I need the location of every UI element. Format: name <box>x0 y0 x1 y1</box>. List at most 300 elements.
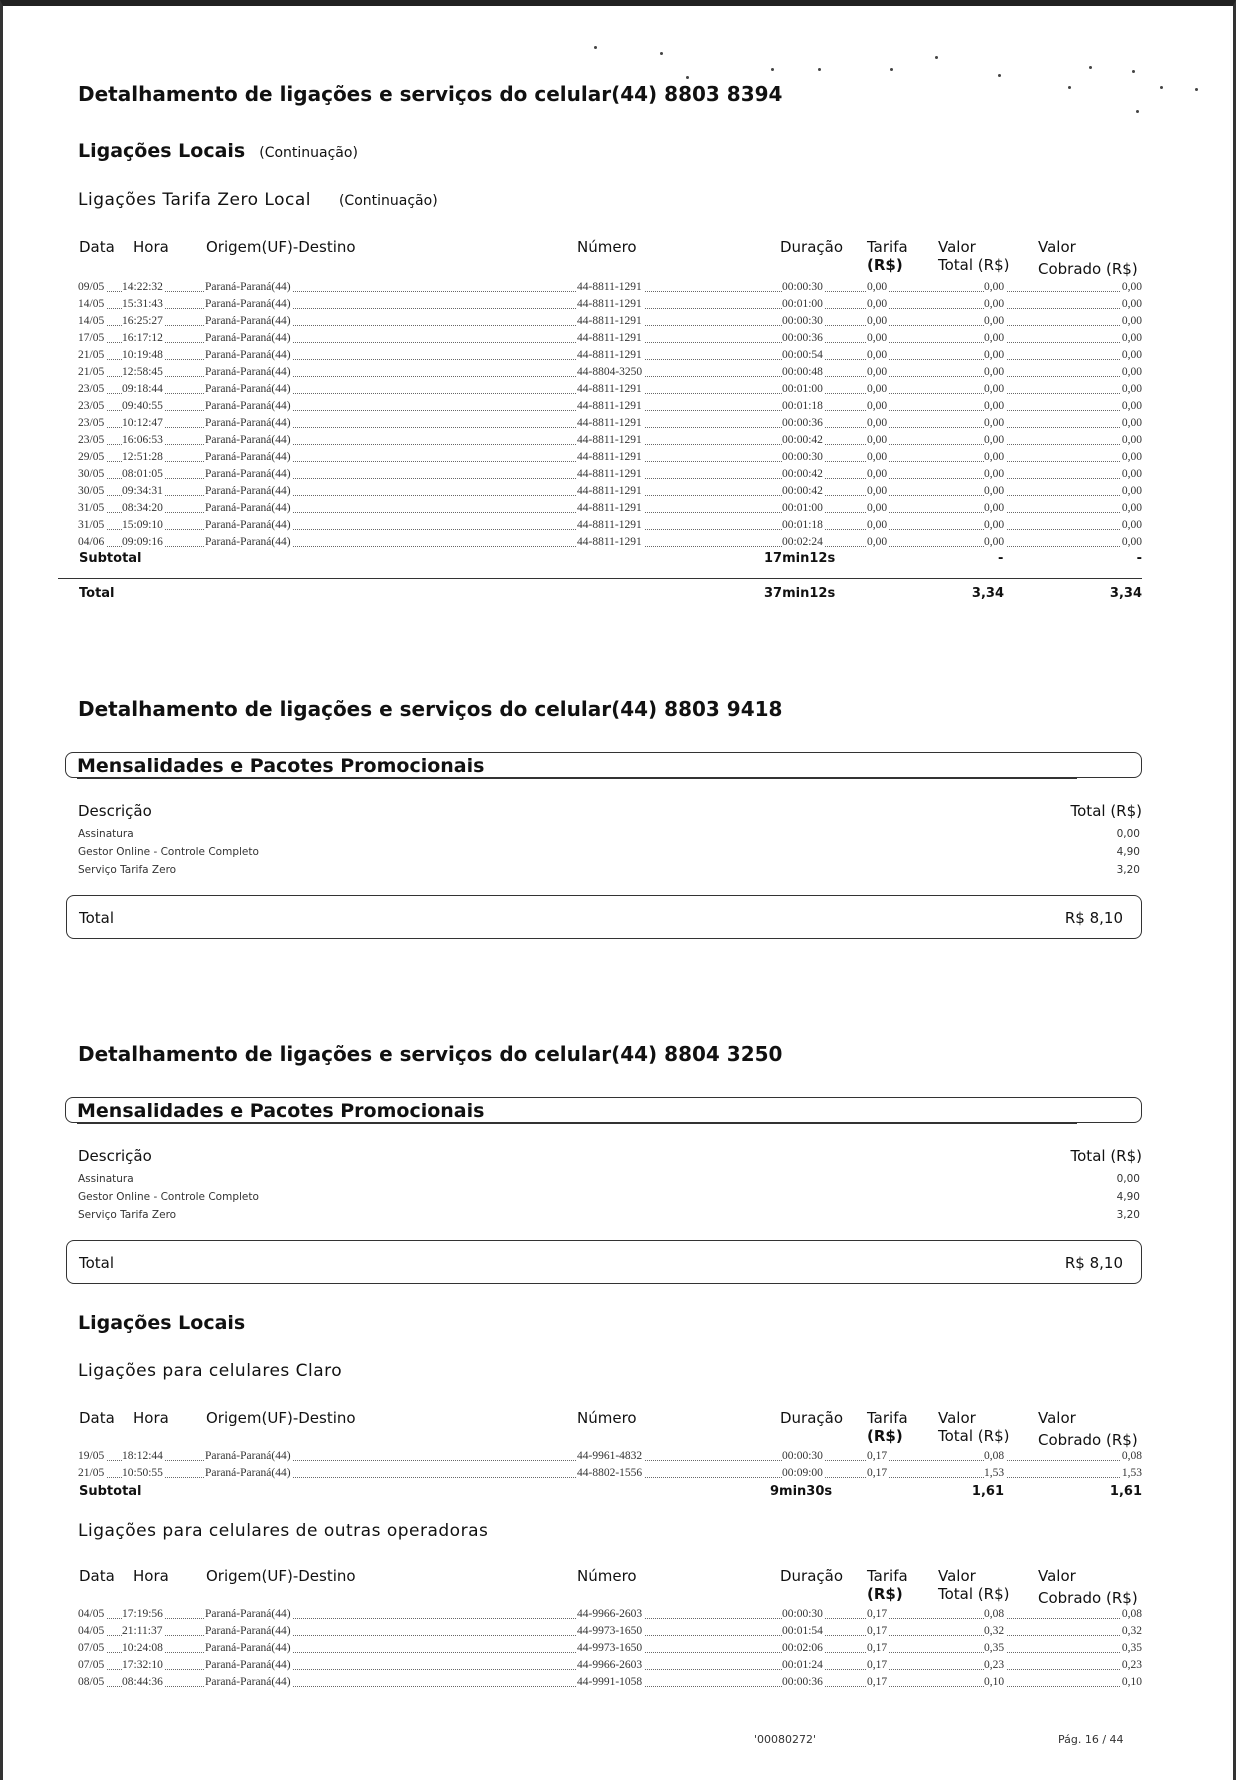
cell-origem: Paraná-Paraná(44) <box>205 349 291 361</box>
cell-numero: 44-8811-1291 <box>577 281 642 293</box>
cell-data: 14/05 <box>78 315 105 327</box>
call-row <box>78 312 1142 329</box>
cell-data: 04/05 <box>78 1608 105 1620</box>
box-title: Mensalidades e Pacotes Promocionais <box>77 755 1077 779</box>
call-row <box>78 448 1142 465</box>
subtotal-valor-total: - <box>998 551 1004 566</box>
description-item <box>78 1209 1142 1227</box>
section2-title: Detalhamento de ligações e serviços do celular(44) 8803 9418 <box>78 697 783 721</box>
item-value: 3,20 <box>1116 864 1140 876</box>
section3-group-heading: Ligações Locais <box>78 1312 246 1334</box>
section1-group-heading <box>78 140 358 162</box>
cell-duracao: 00:00:30 <box>782 281 823 293</box>
cell-tarifa: 0,00 <box>867 502 888 514</box>
calls-table-header <box>78 238 1142 278</box>
cell-valor-total: 0,00 <box>984 383 1005 395</box>
cell-valor-cobrado: 0,00 <box>1121 315 1142 327</box>
col-valor-cobrado-sub: Cobrado (R$) <box>1038 1431 1138 1449</box>
cell-origem: Paraná-Paraná(44) <box>205 502 291 514</box>
cell-numero: 44-8811-1291 <box>577 349 642 361</box>
description-header <box>78 1147 1142 1173</box>
col-valor-total: Valor <box>938 1567 976 1585</box>
cell-hora: 10:19:48 <box>122 349 163 361</box>
cell-origem: Paraná-Paraná(44) <box>205 366 291 378</box>
section2-total-box <box>66 895 1142 939</box>
cell-tarifa: 0,00 <box>867 485 888 497</box>
col-valor-total: Valor <box>938 238 976 256</box>
cell-numero: 44-8811-1291 <box>577 383 642 395</box>
cell-tarifa: 0,00 <box>867 417 888 429</box>
cell-duracao: 00:00:30 <box>782 1608 823 1620</box>
cell-valor-total: 0,00 <box>984 536 1005 548</box>
cell-origem: Paraná-Paraná(44) <box>205 1467 291 1479</box>
cell-hora: 14:22:32 <box>122 281 163 293</box>
subtotal-duration: 17min12s <box>764 551 836 566</box>
call-row <box>78 431 1142 448</box>
cell-hora: 10:12:47 <box>122 417 163 429</box>
cell-origem: Paraná-Paraná(44) <box>205 451 291 463</box>
section2-box-header <box>65 752 1142 778</box>
cell-origem: Paraná-Paraná(44) <box>205 332 291 344</box>
col-tarifa-unit: (R$) <box>867 1427 903 1445</box>
cell-tarifa: 0,17 <box>867 1676 888 1688</box>
section3-description-list <box>78 1147 1142 1227</box>
cell-origem: Paraná-Paraná(44) <box>205 298 291 310</box>
cell-data: 07/05 <box>78 1659 105 1671</box>
subgroup-label: Ligações Tarifa Zero Local <box>78 190 311 210</box>
total-duration: 37min12s <box>764 586 836 601</box>
cell-valor-total: 0,00 <box>984 332 1005 344</box>
cell-valor-cobrado: 0,00 <box>1121 451 1142 463</box>
cell-origem: Paraná-Paraná(44) <box>205 1642 291 1654</box>
item-label: Assinatura <box>78 828 134 840</box>
cell-valor-cobrado: 0,00 <box>1121 536 1142 548</box>
col-hora: Hora <box>133 1409 169 1427</box>
cell-hora: 17:32:10 <box>122 1659 163 1671</box>
col-origem: Origem(UF)-Destino <box>206 1567 356 1585</box>
col-numero: Número <box>577 1409 637 1427</box>
section3-other-operators-rows <box>78 1605 1142 1690</box>
call-row <box>78 482 1142 499</box>
cell-data: 23/05 <box>78 383 105 395</box>
cell-data: 07/05 <box>78 1642 105 1654</box>
cell-origem: Paraná-Paraná(44) <box>205 383 291 395</box>
cell-data: 04/05 <box>78 1625 105 1637</box>
cell-origem: Paraná-Paraná(44) <box>205 1625 291 1637</box>
col-valor-total-sub: Total (R$) <box>938 256 1010 274</box>
total-valor-cobrado: 3,34 <box>1109 586 1142 601</box>
call-row <box>78 363 1142 380</box>
cell-tarifa: 0,00 <box>867 451 888 463</box>
cell-duracao: 00:01:18 <box>782 400 823 412</box>
cell-origem: Paraná-Paraná(44) <box>205 417 291 429</box>
cell-valor-total: 0,00 <box>984 417 1005 429</box>
cell-numero: 44-9966-2603 <box>577 1659 643 1671</box>
cell-tarifa: 0,00 <box>867 281 888 293</box>
cell-data: 21/05 <box>78 349 105 361</box>
cell-valor-cobrado: 0,08 <box>1121 1450 1142 1462</box>
cell-origem: Paraná-Paraná(44) <box>205 468 291 480</box>
col-origem: Origem(UF)-Destino <box>206 1409 356 1427</box>
call-row <box>78 397 1142 414</box>
col-duracao: Duração <box>780 1409 844 1427</box>
cell-duracao: 00:01:00 <box>782 383 823 395</box>
col-tarifa: Tarifa <box>867 238 908 256</box>
cell-data: 14/05 <box>78 298 105 310</box>
cell-valor-total: 0,23 <box>984 1659 1005 1671</box>
cell-hora: 12:58:45 <box>122 366 163 378</box>
cell-tarifa: 0,00 <box>867 536 888 548</box>
cell-valor-total: 0,08 <box>984 1450 1005 1462</box>
cell-origem: Paraná-Paraná(44) <box>205 1659 291 1671</box>
call-row <box>78 1622 1142 1639</box>
section3-subtotal <box>78 1484 1142 1502</box>
call-row <box>78 1464 1142 1481</box>
section3-subgroup-b: Ligações para celulares de outras operadoras <box>78 1521 489 1541</box>
calls-table-header <box>78 1567 1142 1607</box>
cell-valor-cobrado: 0,00 <box>1121 366 1142 378</box>
subtotal-valor-cobrado: 1,61 <box>1109 1484 1142 1499</box>
section1-subgroup-heading <box>78 190 438 210</box>
cell-tarifa: 0,00 <box>867 468 888 480</box>
call-row <box>78 278 1142 295</box>
cell-origem: Paraná-Paraná(44) <box>205 400 291 412</box>
cell-duracao: 00:00:30 <box>782 451 823 463</box>
cell-hora: 16:25:27 <box>122 315 163 327</box>
cell-valor-total: 0,00 <box>984 468 1005 480</box>
cell-valor-total: 0,00 <box>984 451 1005 463</box>
box-title: Mensalidades e Pacotes Promocionais <box>77 1100 1077 1124</box>
cell-valor-total: 0,08 <box>984 1608 1005 1620</box>
page-number: Pág. 16 / 44 <box>1058 1733 1124 1746</box>
cell-valor-cobrado: 0,08 <box>1121 1608 1142 1620</box>
cell-origem: Paraná-Paraná(44) <box>205 434 291 446</box>
cell-tarifa: 0,17 <box>867 1659 888 1671</box>
call-row <box>78 1639 1142 1656</box>
cell-valor-cobrado: 0,35 <box>1121 1642 1142 1654</box>
cell-duracao: 00:00:54 <box>782 349 823 361</box>
col-valor-total: Valor <box>938 1409 976 1427</box>
cell-valor-total: 0,00 <box>984 349 1005 361</box>
cell-duracao: 00:01:00 <box>782 502 823 514</box>
total-value: R$ 8,10 <box>1064 1254 1123 1272</box>
cell-origem: Paraná-Paraná(44) <box>205 485 291 497</box>
section1-call-rows <box>78 278 1142 550</box>
cell-hora: 15:09:10 <box>122 519 163 531</box>
cell-duracao: 00:00:36 <box>782 417 823 429</box>
cell-data: 09/05 <box>78 281 105 293</box>
subtotal-label: Subtotal <box>79 551 142 566</box>
col-duracao: Duração <box>780 238 844 256</box>
cell-numero: 44-8811-1291 <box>577 315 642 327</box>
item-label: Gestor Online - Controle Completo <box>78 1191 259 1203</box>
cell-hora: 09:34:31 <box>122 485 163 497</box>
item-value: 0,00 <box>1116 828 1140 840</box>
col-data: Data <box>79 1567 115 1585</box>
call-row <box>78 516 1142 533</box>
cell-numero: 44-8811-1291 <box>577 332 642 344</box>
cell-origem: Paraná-Paraná(44) <box>205 1608 291 1620</box>
cell-tarifa: 0,00 <box>867 349 888 361</box>
col-hora: Hora <box>133 238 169 256</box>
section3-title: Detalhamento de ligações e serviços do celular(44) 8804 3250 <box>78 1042 783 1066</box>
cell-duracao: 00:01:00 <box>782 298 823 310</box>
subtotal-valor-total: 1,61 <box>971 1484 1004 1499</box>
cell-data: 23/05 <box>78 417 105 429</box>
cell-tarifa: 0,00 <box>867 383 888 395</box>
cell-origem: Paraná-Paraná(44) <box>205 281 291 293</box>
cell-tarifa: 0,17 <box>867 1625 888 1637</box>
section1-total <box>78 586 1142 604</box>
description-item <box>78 846 1142 864</box>
call-row <box>78 1656 1142 1673</box>
divider <box>58 578 1142 579</box>
continuation-label: (Continuação) <box>259 145 358 161</box>
cell-duracao: 00:00:30 <box>782 1450 823 1462</box>
cell-data: 17/05 <box>78 332 105 344</box>
cell-duracao: 00:00:36 <box>782 1676 823 1688</box>
col-data: Data <box>79 1409 115 1427</box>
total-col: Total (R$) <box>1070 802 1142 820</box>
call-row <box>78 1605 1142 1622</box>
cell-tarifa: 0,17 <box>867 1642 888 1654</box>
call-row <box>78 329 1142 346</box>
item-value: 0,00 <box>1116 1173 1140 1185</box>
cell-valor-cobrado: 0,00 <box>1121 349 1142 361</box>
total-label: Total <box>79 909 115 927</box>
cell-data: 08/05 <box>78 1676 105 1688</box>
cell-valor-total: 0,00 <box>984 502 1005 514</box>
cell-data: 31/05 <box>78 502 105 514</box>
cell-data: 21/05 <box>78 366 105 378</box>
section3-box-header <box>65 1097 1142 1123</box>
col-tarifa: Tarifa <box>867 1409 908 1427</box>
col-tarifa: Tarifa <box>867 1567 908 1585</box>
cell-valor-cobrado: 0,00 <box>1121 400 1142 412</box>
cell-valor-cobrado: 0,00 <box>1121 332 1142 344</box>
cell-numero: 44-9966-2603 <box>577 1608 643 1620</box>
cell-hora: 18:12:44 <box>122 1450 163 1462</box>
cell-valor-cobrado: 0,23 <box>1121 1659 1142 1671</box>
cell-valor-cobrado: 0,00 <box>1121 468 1142 480</box>
cell-valor-total: 0,00 <box>984 519 1005 531</box>
cell-data: 31/05 <box>78 519 105 531</box>
cell-duracao: 00:02:24 <box>782 536 823 548</box>
cell-hora: 10:24:08 <box>122 1642 163 1654</box>
calls-table-header <box>78 1409 1142 1449</box>
cell-data: 29/05 <box>78 451 105 463</box>
cell-valor-cobrado: 0,00 <box>1121 434 1142 446</box>
cell-data: 19/05 <box>78 1450 105 1462</box>
cell-valor-total: 0,00 <box>984 298 1005 310</box>
col-valor-cobrado: Valor <box>1038 1567 1076 1585</box>
call-row <box>78 1447 1142 1464</box>
section2-description-list <box>78 802 1142 882</box>
cell-duracao: 00:02:06 <box>782 1642 823 1654</box>
col-origem: Origem(UF)-Destino <box>206 238 356 256</box>
total-col: Total (R$) <box>1070 1147 1142 1165</box>
cell-tarifa: 0,00 <box>867 434 888 446</box>
cell-hora: 08:01:05 <box>122 468 163 480</box>
total-label: Total <box>79 1254 115 1272</box>
call-row <box>78 533 1142 550</box>
cell-numero: 44-8811-1291 <box>577 485 642 497</box>
total-value: R$ 8,10 <box>1064 909 1123 927</box>
cell-numero: 44-9973-1650 <box>577 1642 643 1654</box>
cell-numero: 44-8804-3250 <box>577 366 643 378</box>
cell-hora: 09:40:55 <box>122 400 163 412</box>
cell-tarifa: 0,00 <box>867 298 888 310</box>
cell-duracao: 00:01:54 <box>782 1625 823 1637</box>
call-row <box>78 1673 1142 1690</box>
col-duracao: Duração <box>780 1567 844 1585</box>
call-row <box>78 465 1142 482</box>
cell-valor-total: 1,53 <box>984 1467 1005 1479</box>
cell-hora: 12:51:28 <box>122 451 163 463</box>
cell-hora: 17:19:56 <box>122 1608 163 1620</box>
cell-duracao: 00:00:42 <box>782 434 823 446</box>
cell-valor-cobrado: 0,32 <box>1121 1625 1142 1637</box>
col-valor-cobrado-sub: Cobrado (R$) <box>1038 1589 1138 1607</box>
cell-valor-total: 0,00 <box>984 485 1005 497</box>
cell-hora: 08:34:20 <box>122 502 163 514</box>
cell-valor-cobrado: 0,00 <box>1121 485 1142 497</box>
col-valor-total-sub: Total (R$) <box>938 1585 1010 1603</box>
cell-hora: 15:31:43 <box>122 298 163 310</box>
item-label: Serviço Tarifa Zero <box>78 864 177 876</box>
col-data: Data <box>79 238 115 256</box>
col-valor-total-sub: Total (R$) <box>938 1427 1010 1445</box>
cell-numero: 44-8811-1291 <box>577 536 642 548</box>
cell-valor-cobrado: 1,53 <box>1121 1467 1142 1479</box>
description-header <box>78 802 1142 828</box>
call-row <box>78 346 1142 363</box>
cell-origem: Paraná-Paraná(44) <box>205 1450 291 1462</box>
col-numero: Número <box>577 238 637 256</box>
section1-subtotal <box>78 551 1142 569</box>
item-label: Assinatura <box>78 1173 134 1185</box>
cell-hora: 08:44:36 <box>122 1676 163 1688</box>
col-tarifa-unit: (R$) <box>867 1585 903 1603</box>
cell-valor-total: 0,00 <box>984 315 1005 327</box>
item-label: Serviço Tarifa Zero <box>78 1209 177 1221</box>
col-tarifa-unit: (R$) <box>867 256 903 274</box>
item-value: 3,20 <box>1116 1209 1140 1221</box>
col-valor-cobrado: Valor <box>1038 1409 1076 1427</box>
continuation-label: (Continuação) <box>338 193 438 209</box>
cell-hora: 21:11:37 <box>122 1625 163 1637</box>
description-item <box>78 828 1142 846</box>
cell-numero: 44-8811-1291 <box>577 502 642 514</box>
cell-tarifa: 0,00 <box>867 400 888 412</box>
cell-data: 23/05 <box>78 434 105 446</box>
cell-numero: 44-8811-1291 <box>577 519 642 531</box>
col-hora: Hora <box>133 1567 169 1585</box>
cell-tarifa: 0,00 <box>867 366 888 378</box>
cell-hora: 16:06:53 <box>122 434 163 446</box>
cell-valor-total: 0,00 <box>984 281 1005 293</box>
total-valor-total: 3,34 <box>971 586 1004 601</box>
cell-tarifa: 0,00 <box>867 332 888 344</box>
cell-tarifa: 0,17 <box>867 1467 888 1479</box>
cell-numero: 44-8811-1291 <box>577 468 642 480</box>
description-item <box>78 1191 1142 1209</box>
cell-data: 21/05 <box>78 1467 105 1479</box>
col-valor-cobrado: Valor <box>1038 238 1076 256</box>
cell-valor-cobrado: 0,10 <box>1121 1676 1142 1688</box>
cell-valor-total: 0,00 <box>984 434 1005 446</box>
cell-valor-total: 0,35 <box>984 1642 1005 1654</box>
total-label: Total <box>79 586 115 601</box>
cell-origem: Paraná-Paraná(44) <box>205 1676 291 1688</box>
item-label: Gestor Online - Controle Completo <box>78 846 259 858</box>
cell-numero: 44-8811-1291 <box>577 434 642 446</box>
cell-tarifa: 0,17 <box>867 1450 888 1462</box>
call-row <box>78 380 1142 397</box>
cell-data: 30/05 <box>78 468 105 480</box>
cell-duracao: 00:00:36 <box>782 332 823 344</box>
cell-valor-total: 0,10 <box>984 1676 1005 1688</box>
cell-numero: 44-9991-1058 <box>577 1676 643 1688</box>
cell-duracao: 00:00:48 <box>782 366 823 378</box>
section3-subgroup-a: Ligações para celulares Claro <box>78 1361 343 1381</box>
cell-duracao: 00:00:42 <box>782 485 823 497</box>
cell-duracao: 00:01:24 <box>782 1659 823 1671</box>
item-value: 4,90 <box>1116 846 1140 858</box>
cell-valor-cobrado: 0,00 <box>1121 383 1142 395</box>
call-row <box>78 295 1142 312</box>
cell-numero: 44-8811-1291 <box>577 417 642 429</box>
cell-numero: 44-8811-1291 <box>577 400 642 412</box>
cell-tarifa: 0,17 <box>867 1608 888 1620</box>
cell-numero: 44-9973-1650 <box>577 1625 643 1637</box>
cell-origem: Paraná-Paraná(44) <box>205 519 291 531</box>
cell-data: 04/06 <box>78 536 105 548</box>
cell-data: 23/05 <box>78 400 105 412</box>
call-row <box>78 414 1142 431</box>
cell-tarifa: 0,00 <box>867 519 888 531</box>
cell-hora: 09:18:44 <box>122 383 163 395</box>
section1-title: Detalhamento de ligações e serviços do celular(44) 8803 8394 <box>78 82 783 106</box>
cell-numero: 44-8811-1291 <box>577 298 642 310</box>
cell-valor-cobrado: 0,00 <box>1121 519 1142 531</box>
cell-valor-cobrado: 0,00 <box>1121 502 1142 514</box>
cell-valor-total: 0,00 <box>984 366 1005 378</box>
cell-origem: Paraná-Paraná(44) <box>205 315 291 327</box>
cell-numero: 44-8802-1556 <box>577 1467 643 1479</box>
cell-hora: 10:50:55 <box>122 1467 163 1479</box>
call-row <box>78 499 1142 516</box>
cell-hora: 16:17:12 <box>122 332 163 344</box>
cell-valor-total: 0,32 <box>984 1625 1005 1637</box>
subtotal-label: Subtotal <box>79 1484 142 1499</box>
section3-total-box <box>66 1240 1142 1284</box>
cell-duracao: 00:09:00 <box>782 1467 823 1479</box>
cell-valor-cobrado: 0,00 <box>1121 281 1142 293</box>
subtotal-duration: 9min30s <box>770 1484 833 1499</box>
cell-duracao: 00:01:18 <box>782 519 823 531</box>
description-item <box>78 1173 1142 1191</box>
document-code: '00080272' <box>754 1733 817 1746</box>
cell-data: 30/05 <box>78 485 105 497</box>
cell-hora: 09:09:16 <box>122 536 163 548</box>
cell-tarifa: 0,00 <box>867 315 888 327</box>
cell-valor-cobrado: 0,00 <box>1121 417 1142 429</box>
cell-valor-cobrado: 0,00 <box>1121 298 1142 310</box>
cell-duracao: 00:00:42 <box>782 468 823 480</box>
group-label: Ligações Locais <box>78 140 246 162</box>
cell-duracao: 00:00:30 <box>782 315 823 327</box>
